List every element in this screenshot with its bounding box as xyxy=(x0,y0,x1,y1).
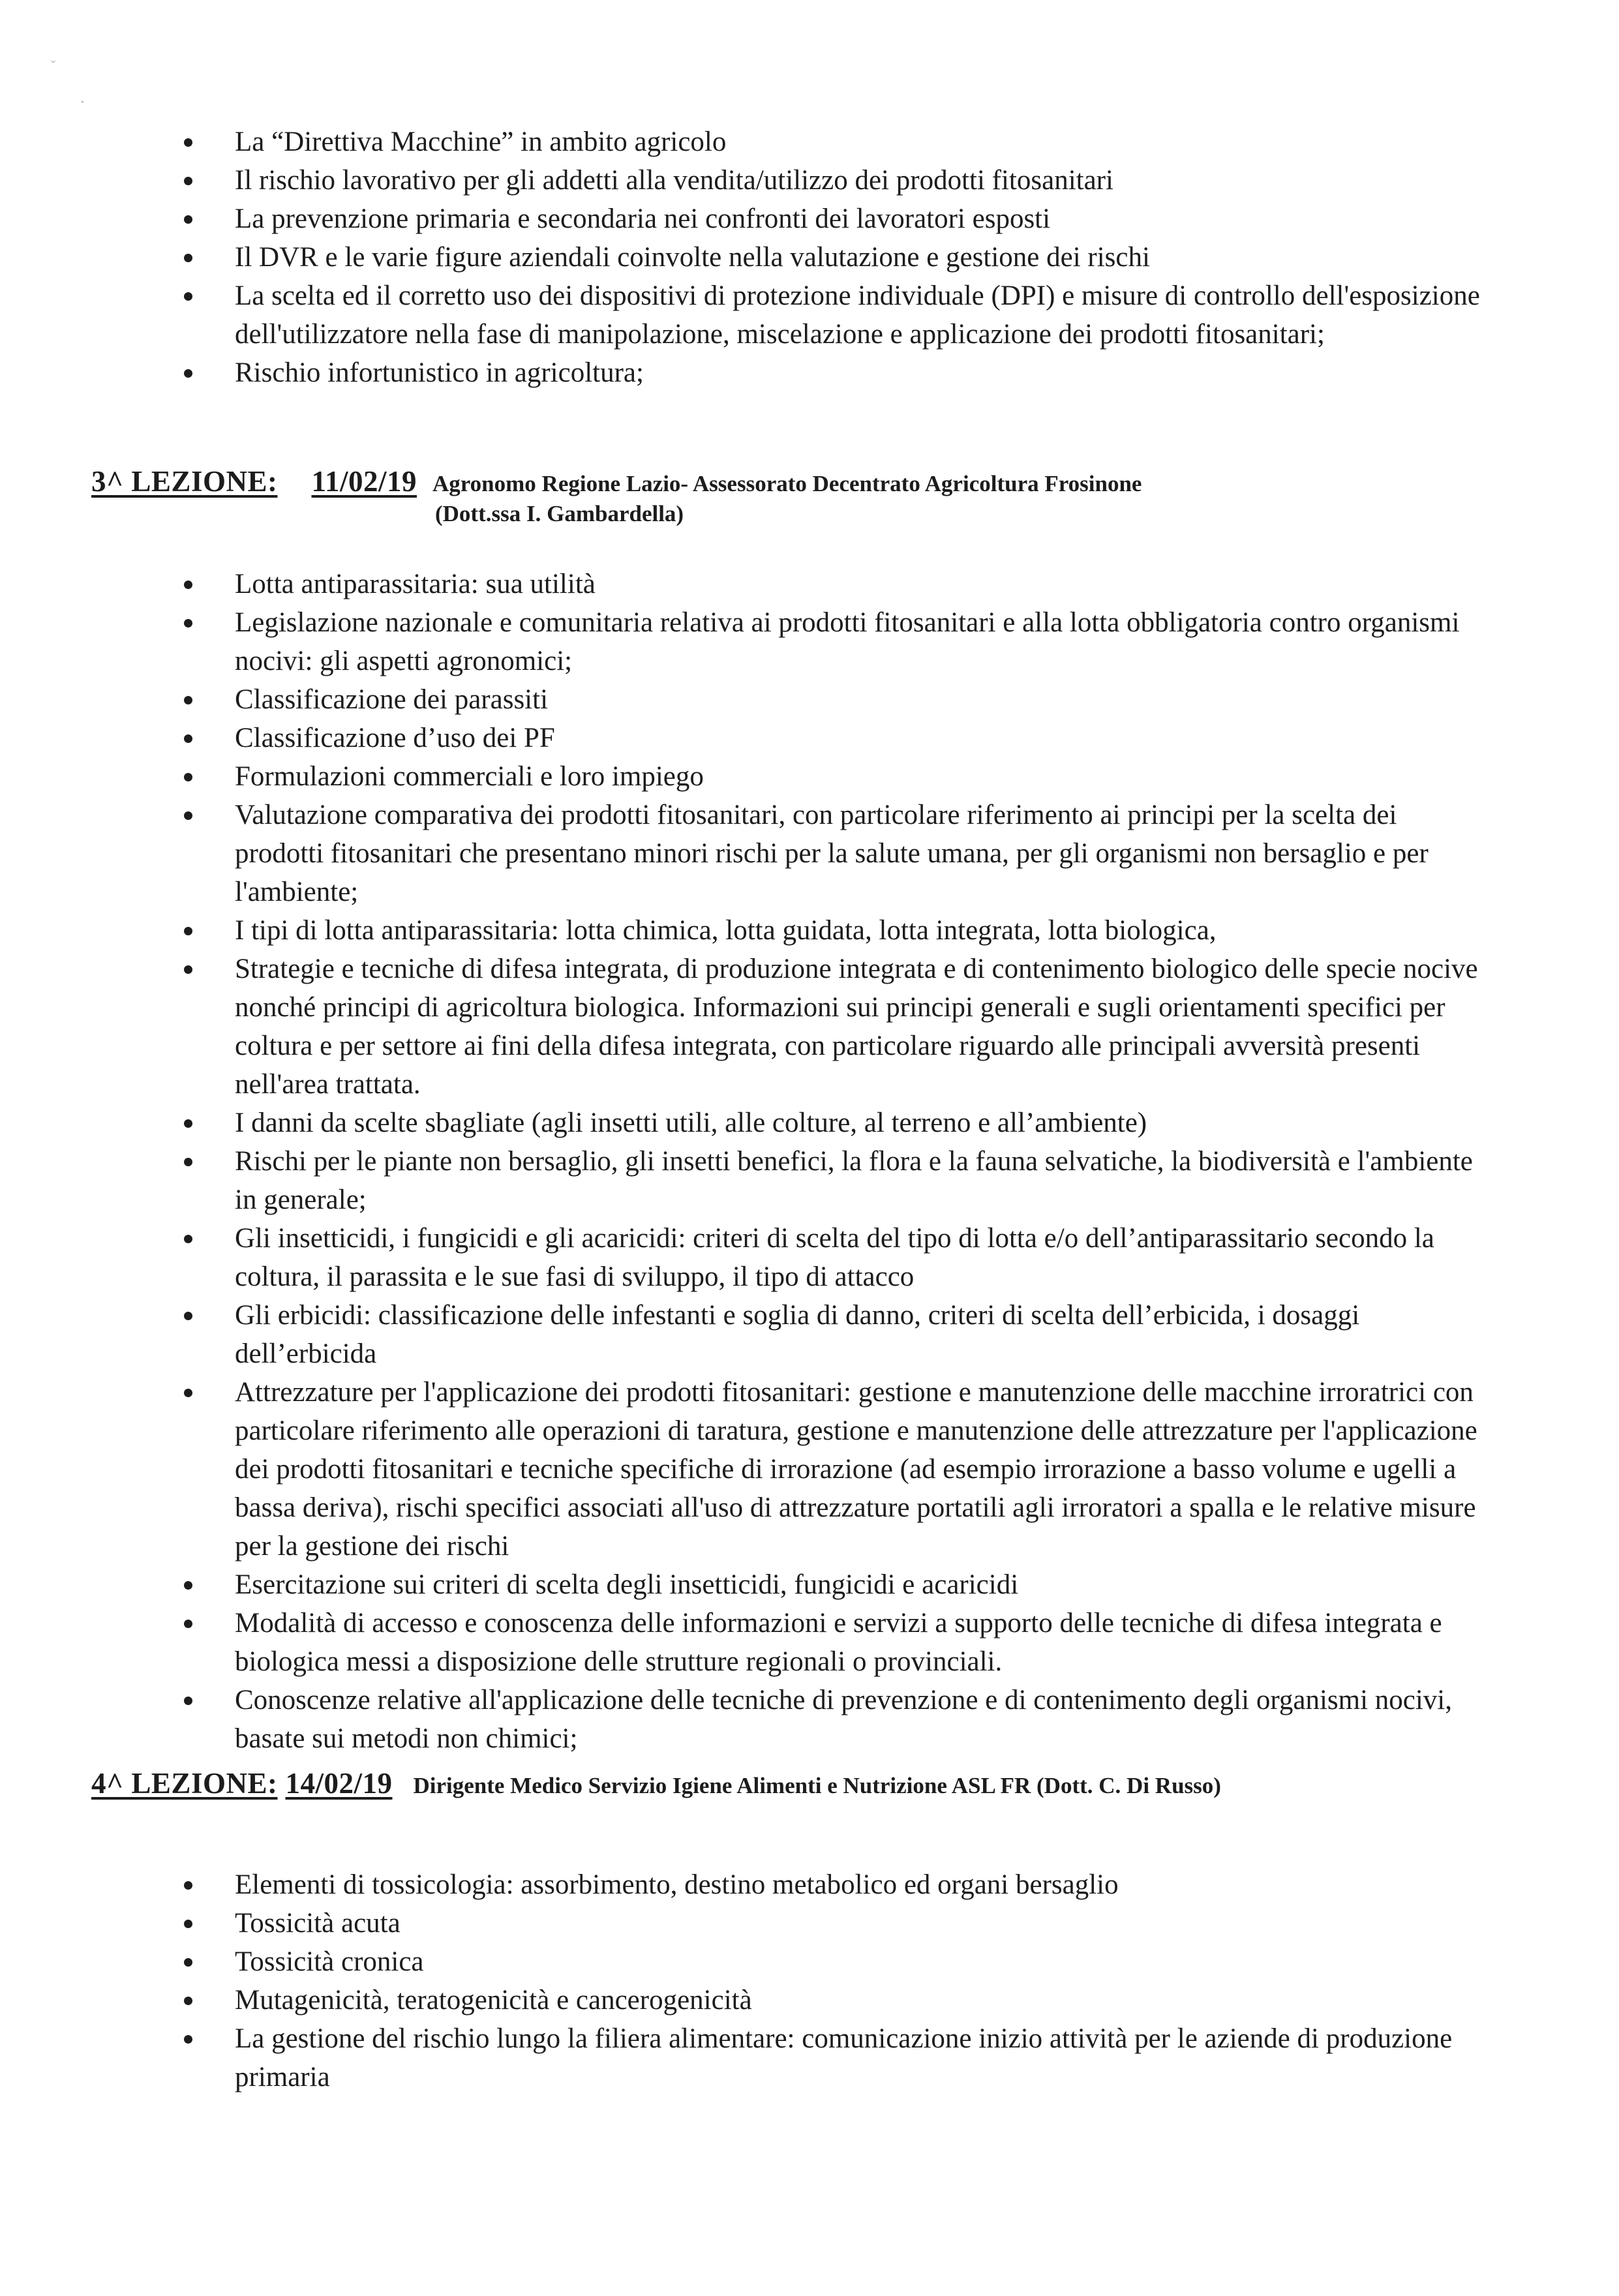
list-item: Classificazione d’uso dei PF xyxy=(166,719,1484,757)
list-item: Rischi per le piante non bersaglio, gli insetti benefici, la flora e la fauna selvatiche, la biodiversità e l'ambiente in generale; xyxy=(166,1142,1484,1219)
lesson-3-teacher-role: Agronomo Regione Lazio- Assessorato Decentrato Agricoltura Frosinone xyxy=(432,471,1142,496)
list-item: Gli erbicidi: classificazione delle infestanti e soglia di danno, criteri di scelta dell’erbicida, i dosaggi dell’erbicida xyxy=(166,1296,1484,1373)
list-item: Mutagenicità, teratogenicità e cancerogenicità xyxy=(166,1981,1484,2019)
lesson-4-heading xyxy=(91,1766,1526,1800)
list-item: Il DVR e le varie figure aziendali coinvolte nella valutazione e gestione dei rischi xyxy=(166,238,1484,277)
lesson-3-heading xyxy=(91,464,1526,527)
list-item: Formulazioni commerciali e loro impiego xyxy=(166,757,1484,796)
list-item: La gestione del rischio lungo la filiera alimentare: comunicazione inizio attività per le aziende di produzione primaria xyxy=(166,2019,1484,2096)
scan-speck: • xyxy=(81,98,84,108)
list-item: I tipi di lotta antiparassitaria: lotta chimica, lotta guidata, lotta integrata, lotta biologica, xyxy=(166,911,1484,950)
list-item: Rischio infortunistico in agricoltura; xyxy=(166,354,1484,392)
list-item: Strategie e tecniche di difesa integrata, di produzione integrata e di contenimento biologico delle specie nocive nonché principi di agricoltura biologica. Informazioni sui principi generali e sugli orientamenti specifici per coltura e per settore ai fini della difesa integrata, con particolare riguardo alle principali avversità presenti nell'area trattata. xyxy=(166,950,1484,1104)
lesson-3-label: 3^ LEZIONE: 11/02/19 xyxy=(91,465,417,498)
list-item: I danni da scelte sbagliate (agli insetti utili, alle colture, al terreno e all’ambiente) xyxy=(166,1104,1484,1142)
list-item: Modalità di accesso e conoscenza delle informazioni e servizi a supporto delle tecniche di difesa integrata e biologica messi a disposizione delle strutture regionali o provinciali. xyxy=(166,1604,1484,1681)
list-item: La “Direttiva Macchine” in ambito agricolo xyxy=(166,123,1484,161)
list-item: Attrezzature per l'applicazione dei prodotti fitosanitari: gestione e manutenzione delle macchine irroratrici con particolare riferimento alle operazioni di taratura, gestione e manutenzione delle attrezzature per l'applicazione dei prodotti fitosanitari e tecniche specifiche di irrorazione (ad esempio irrorazione a basso volume e ugelli a bassa deriva), rischi specifici associati all'uso di attrezzature portatili agli irroratori a spalla e le relative misure per la gestione dei rischi xyxy=(166,1373,1484,1565)
lesson-4-topics-list xyxy=(166,1865,1484,2096)
list-item: Tossicità cronica xyxy=(166,1942,1484,1981)
list-item: La scelta ed il corretto uso dei dispositivi di protezione individuale (DPI) e misure di controllo dell'esposizione dell'utilizzatore nella fase di manipolazione, miscelazione e applicazione dei prodotti fitosanitari; xyxy=(166,277,1484,354)
list-item: Gli insetticidi, i fungicidi e gli acaricidi: criteri di scelta del tipo di lotta e/o dell’antiparassitario secondo la coltura, il parassita e le sue fasi di sviluppo, il tipo di attacco xyxy=(166,1219,1484,1296)
lesson-3-teacher-name: (Dott.ssa I. Gambardella) xyxy=(435,501,684,526)
list-item: Valutazione comparativa dei prodotti fitosanitari, con particolare riferimento ai principi per la scelta dei prodotti fitosanitari che presentano minori rischi per la salute umana, per gli organismi non bersaglio e per l'ambiente; xyxy=(166,796,1484,911)
list-item: Conoscenze relative all'applicazione delle tecniche di prevenzione e di contenimento degli organismi nocivi, basate sui metodi non chimici; xyxy=(166,1681,1484,1758)
list-item: Legislazione nazionale e comunitaria relativa ai prodotti fitosanitari e alla lotta obbligatoria contro organismi nocivi: gli aspetti agronomici; xyxy=(166,603,1484,680)
list-item: La prevenzione primaria e secondaria nei confronti dei lavoratori esposti xyxy=(166,200,1484,238)
lesson-3-date: 11/02/19 xyxy=(311,465,417,498)
list-item: Elementi di tossicologia: assorbimento, destino metabolico ed organi bersaglio xyxy=(166,1865,1484,1904)
list-item: Classificazione dei parassiti xyxy=(166,680,1484,719)
lesson-4-date: 14/02/19 xyxy=(285,1767,393,1800)
list-item: Il rischio lavorativo per gli addetti alla vendita/utilizzo dei prodotti fitosanitari xyxy=(166,161,1484,200)
lesson-4-teacher: Dirigente Medico Servizio Igiene Alimenti e Nutrizione ASL FR (Dott. C. Di Russo) xyxy=(413,1773,1221,1798)
lesson-2-topics-list xyxy=(166,123,1484,392)
lesson-4-label: 4^ LEZIONE: 14/02/19 xyxy=(91,1767,393,1800)
list-item: Tossicità acuta xyxy=(166,1904,1484,1942)
list-item: Lotta antiparassitaria: sua utilità xyxy=(166,565,1484,603)
lesson-3-topics-list xyxy=(166,565,1484,1758)
list-item: Esercitazione sui criteri di scelta degli insetticidi, fungicidi e acaricidi xyxy=(166,1565,1484,1604)
scan-speck: ˇ xyxy=(51,57,56,74)
